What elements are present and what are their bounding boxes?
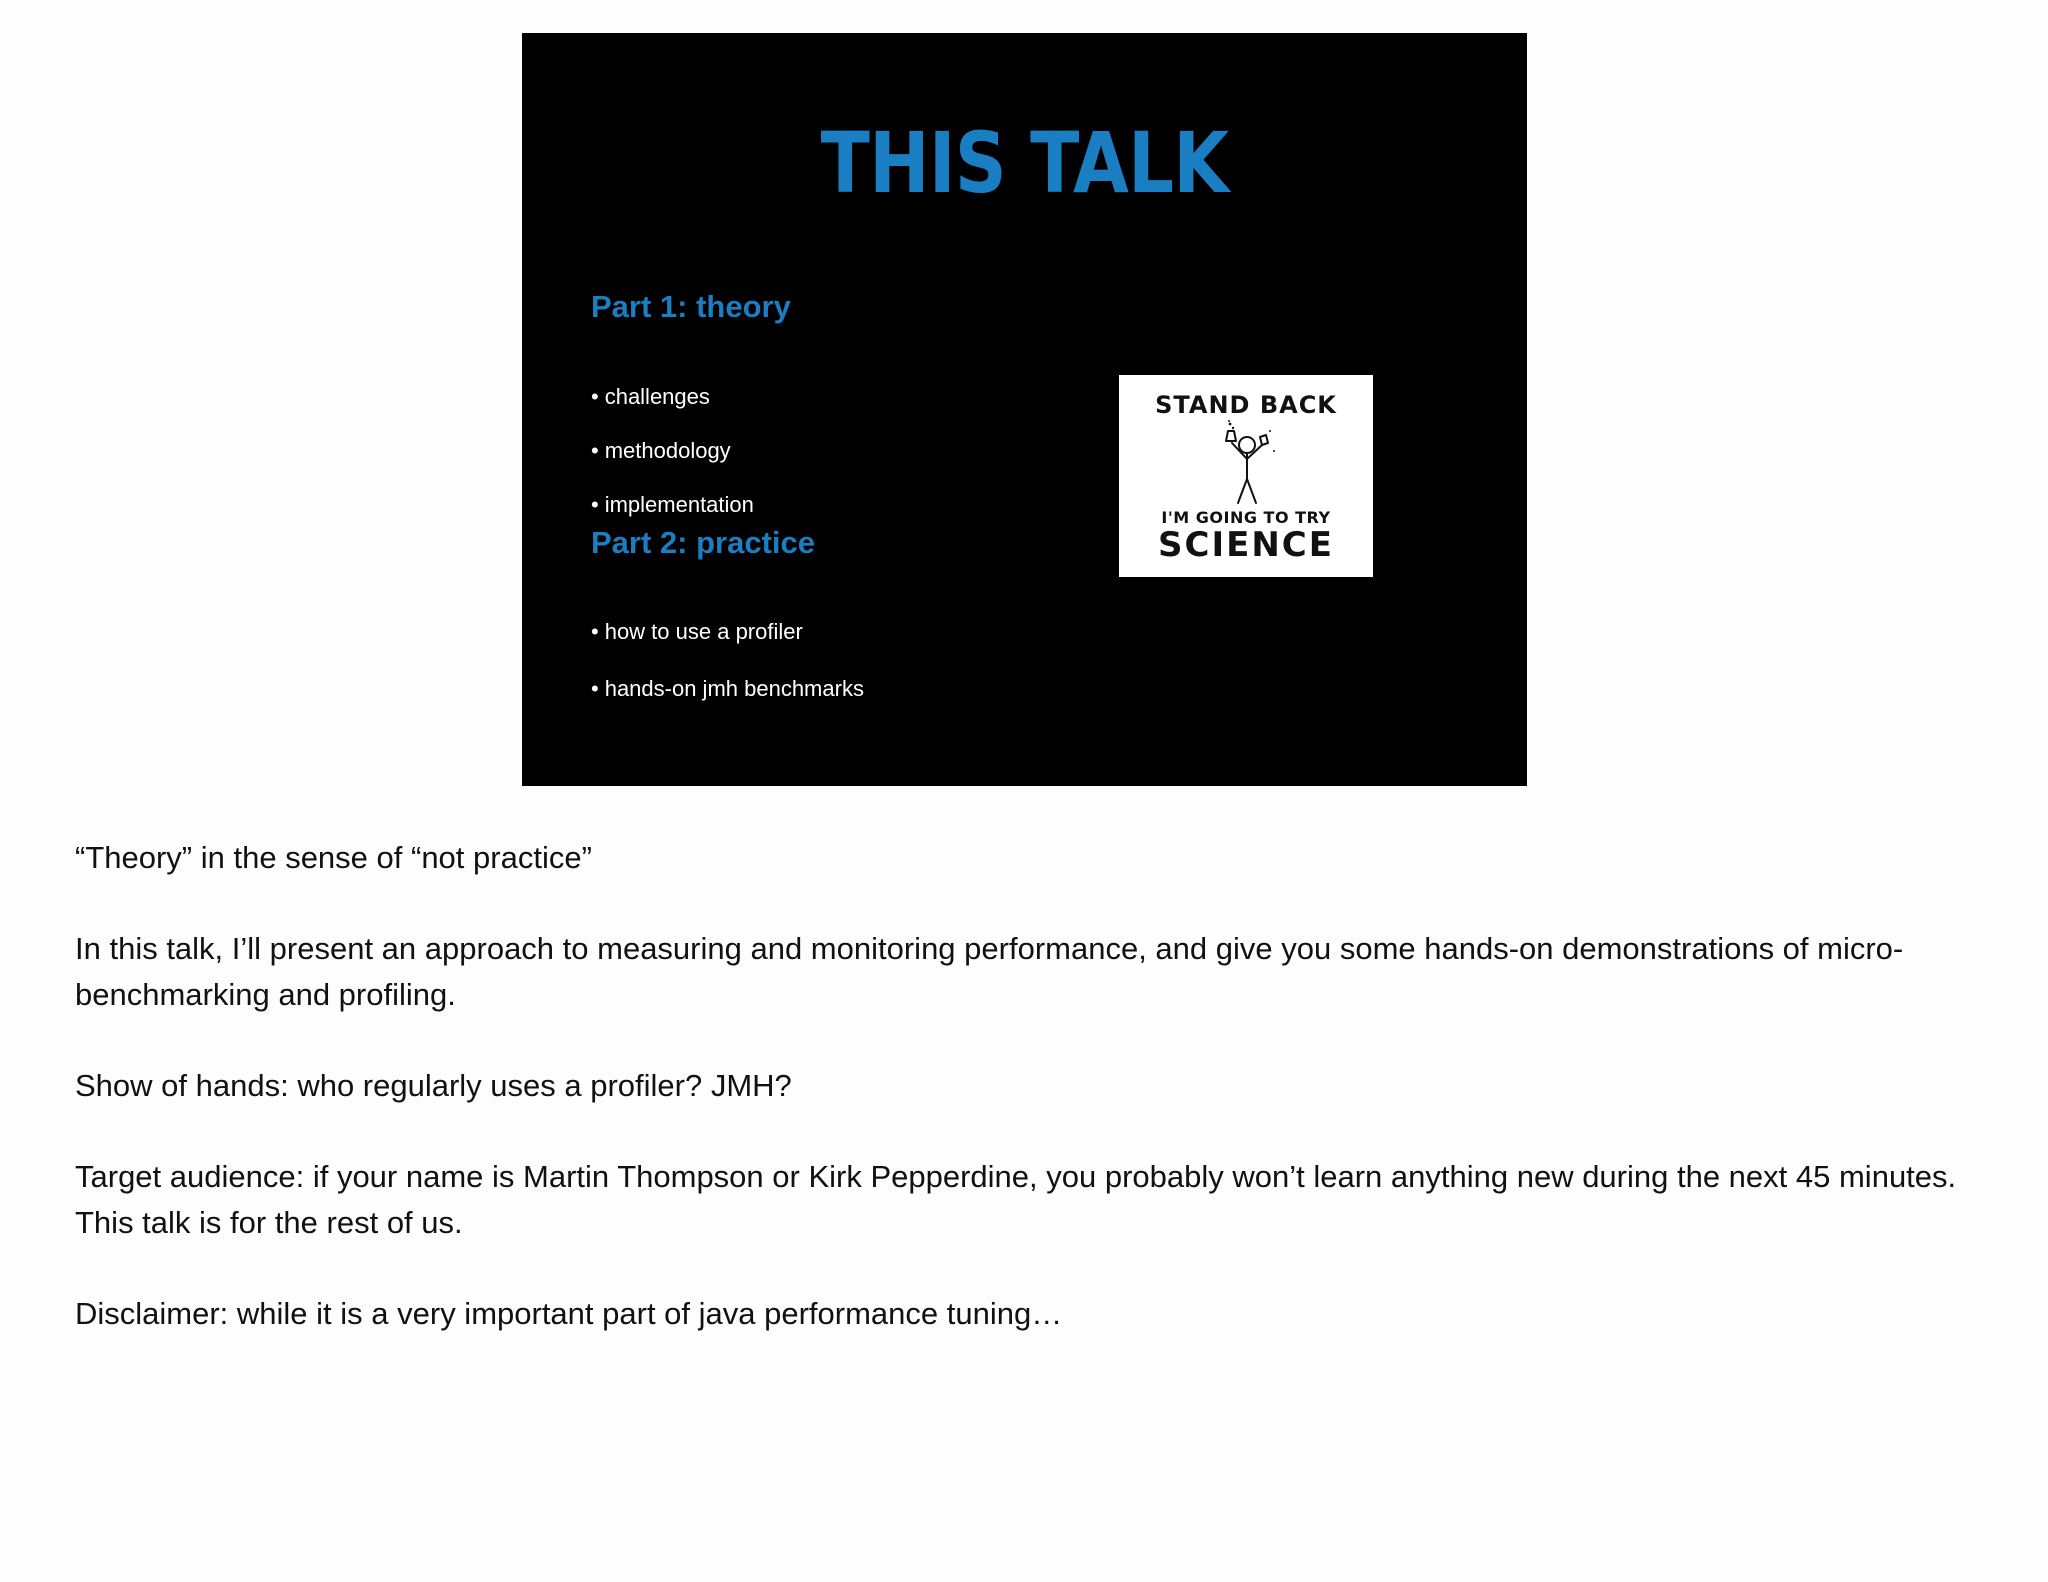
part2-heading: Part 2: practice — [591, 525, 815, 560]
bullet-text: methodology — [604, 438, 731, 463]
note-paragraph: In this talk, I’ll present an approach to measuring and monitoring performance, and give you some hands-on demonstrations of micro-benchmarking and profiling. — [75, 931, 1904, 1012]
part1-heading: Part 1: theory — [591, 289, 791, 324]
bullet-dot-icon: • — [591, 438, 599, 463]
note-paragraph: “Theory” in the sense of “not practice” — [75, 840, 592, 875]
bullet-text: implementation — [604, 492, 754, 517]
bullet-dot-icon: • — [591, 384, 599, 409]
bullet-dot-icon: • — [591, 676, 599, 701]
bullet-text: how to use a profiler — [604, 619, 803, 644]
comic-line-top: STAND BACK — [1155, 391, 1337, 419]
note-paragraph: Disclaimer: while it is a very important part of java performance tuning… — [75, 1296, 1063, 1331]
comic-line-bottom: SCIENCE — [1158, 525, 1334, 565]
bullet-dot-icon: • — [591, 492, 599, 517]
stick-figure-icon — [1216, 419, 1278, 505]
note-paragraph: Target audience: if your name is Martin Thompson or Kirk Pepperdine, you probably won’t learn anything new during the next 45 minutes. This talk is for the rest of us. — [75, 1159, 1957, 1240]
part2-bullet — [591, 678, 864, 700]
part1-bullet — [591, 386, 710, 408]
bullet-text: hands-on jmh benchmarks — [604, 676, 864, 701]
part1-bullet — [591, 494, 754, 516]
part2-bullet — [591, 621, 803, 643]
slide-title: THIS TALK — [820, 114, 1229, 212]
note-paragraph: Show of hands: who regularly uses a profiler? JMH? — [75, 1068, 792, 1103]
speaker-notes — [75, 835, 1975, 1382]
slide — [522, 33, 1527, 786]
bullet-text: challenges — [604, 384, 710, 409]
part1-bullet — [591, 440, 731, 462]
comic-line-middle: I'M GOING TO TRY — [1161, 508, 1331, 527]
bullet-dot-icon: • — [591, 619, 599, 644]
stand-back-science-comic — [1119, 375, 1373, 577]
